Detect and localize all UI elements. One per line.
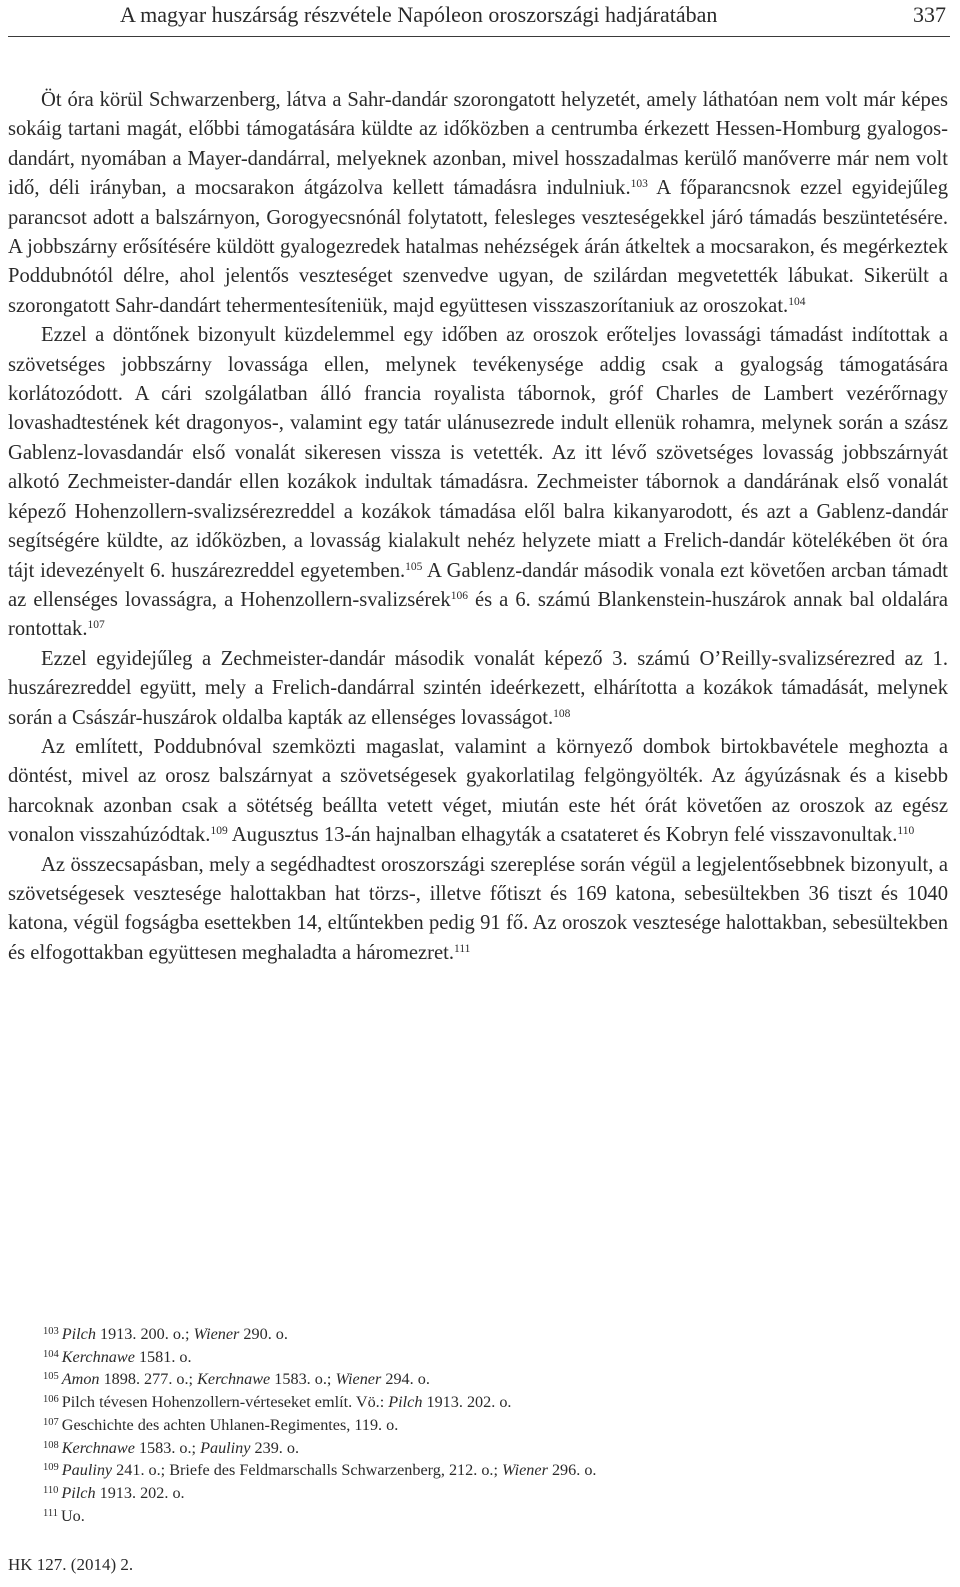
footnote-text: Uo.: [60, 1506, 85, 1525]
footnote-ref: 108: [553, 707, 571, 720]
footnote-number: 106: [43, 1394, 59, 1406]
footnote: [43, 1368, 923, 1391]
footnote-text: 1913. 202. o.: [95, 1483, 185, 1502]
footnote-number: 105: [43, 1371, 59, 1383]
footnote: [43, 1346, 923, 1369]
footnote-text: 1913. 202. o.: [422, 1393, 512, 1412]
footnote-ref: 103: [630, 178, 648, 191]
footnote: [43, 1437, 923, 1460]
footnote: [43, 1459, 923, 1482]
footnote: [43, 1482, 923, 1505]
page-number: 337: [913, 2, 946, 27]
footnote-text: Pauliny: [61, 1461, 113, 1480]
footnote-text: 1581. o.: [134, 1347, 192, 1366]
footnote-number: 103: [43, 1326, 59, 1337]
paragraph-text: Ezzel egyidejűleg a Zechmeister-dandár második vonalát képező 3. számú O’Reilly-svalizsérezred az 1. huszárezreddel együtt, mely a Frelich-dandárral szintén ideérkezett, elhárította a kozákok támadását, melynek során a Császár-huszárok oldalba kapták az ellenséges lovasságot.: [8, 647, 948, 729]
footnote: [43, 1323, 923, 1346]
footnote-text: 1898. 277. o.;: [99, 1370, 198, 1389]
paragraph-text: A Gablenz-dandár második vonala ezt követően arcban támadt az ellenséges lovasságra, a Hohenzollern-svalizsérek: [8, 559, 948, 611]
footnote-text: Geschichte des achten Uhlanen-Regimentes, 119. o.: [61, 1415, 399, 1434]
footnote-text: 239. o.: [250, 1438, 300, 1457]
footnote-text: Amon: [61, 1370, 100, 1389]
footnote-text: Pilch: [61, 1483, 96, 1502]
footnote-text: Wiener: [335, 1370, 382, 1389]
footnote-text: 1583. o.;: [134, 1438, 201, 1457]
footnote-ref: 107: [87, 619, 105, 632]
footnote-text: 296. o.: [547, 1461, 597, 1480]
paragraph-text: A főparancsnok ezzel egyidejűleg parancsot adott a balszárnyon, Gorogyecsnónál folytatott, felesleges veszteségekkel járó támadás beszüntetésére. A jobbszárny erősítésére küldött gyalogezredek hatalmas nehézségek árán átkeltek a mocsarakon, és megérkeztek Poddubnótól délre, ahol jelentős veszteséget szenvedve ugyan, de szilárdan megvetették lábukat. Sikerült a szorongatott Sahr-dandárt tehermentesíteniük, majd együttesen visszaszorítaniuk az oroszokat.: [8, 177, 948, 317]
footnote: [43, 1391, 923, 1414]
footnote: [43, 1414, 923, 1437]
footnote-number: 107: [43, 1416, 59, 1428]
footnote-text: 241. o.; Briefe des Feldmarschalls Schwarzenberg, 212. o.;: [112, 1461, 503, 1480]
footnote-number: 108: [43, 1439, 59, 1451]
footnote-text: 1913. 200. o.;: [95, 1325, 194, 1343]
paragraph-5: [8, 851, 948, 969]
footnote-text: Pilch: [388, 1393, 423, 1412]
footnote-ref: 109: [210, 825, 228, 838]
body-text: [8, 86, 948, 968]
paragraph-4: [8, 733, 948, 851]
running-title: A magyar huszárság részvétele Napóleon oroszországi hadjáratában: [120, 2, 718, 27]
footnote-text: Kerchnawe: [61, 1438, 135, 1457]
footnote-number: 109: [43, 1462, 59, 1474]
footnote: [43, 1505, 923, 1528]
paragraph-3: [8, 645, 948, 733]
paragraph-text: Az összecsapásban, mely a segédhadtest oroszországi szereplése során végül a legjelentősebbnek bizonyult, a szövetségesek vesztesége halottakban hat törzs-, illetve főtiszt és 169 katona, sebesültekben 36 tiszt és 1040 katona, végül fogságba esettekben 14, eltűntekben pedig 91 fő. Az oroszok vesztesége halottakban, sebesültekben és elfogottakban együttesen meghaladta a háromezret.: [8, 853, 948, 964]
footnote-number: 110: [43, 1484, 59, 1496]
footnotes: [43, 1323, 923, 1527]
footnote-text: Pilch: [61, 1325, 96, 1343]
footnote-ref: 105: [405, 560, 423, 573]
footnote-text: Pilch tévesen Hohenzollern-vérteseket említ. Vö.:: [61, 1393, 389, 1412]
paragraph-text: Öt óra körül Schwarzenberg, látva a Sahr-dandár szorongatott helyzetét, amely láthatóan nem volt már képes sokáig tartani magát, előbbi támogatására küldte az időközben a centrumba érkezett Hessen-Homburg gyalogos-dandárt, nyomában a Mayer-dandárral, melyeknek azonban, mivel hosszadalmas kerülő manőverre már nem volt idő, déli irányban, a mocsarakon átgázolva kellett támadásra indulniuk.: [8, 89, 948, 200]
footnote-number: 104: [43, 1348, 59, 1360]
footnote-number: 111: [43, 1507, 58, 1519]
paragraph-text: Ezzel a döntőnek bizonyult küzdelemmel egy időben az oroszok erőteljes lovassági támadást indítottak a szövetséges jobbszárny lovassága ellen, melynek tevékenysége addig csak a gyalogság támogatására korlátozódott. A cári szolgálatban álló francia royalista tábornok, gróf Charles de Lambert vezérőrnagy lovashadtestének két dragonyos-, valamint egy tatár ulánusezrede indult ellenük rohamra, melynek során a szász Gablenz-lovasdandár első vonalát sikeresen vissza is vetették. Az itt lévő szövetséges lovasság jobbszárnyát alkotó Zechmeister-dandár ellen kozákok indultak támadásra. Zechmeister tábornok a dandárának első vonalát képező Hohenzollern-svalizsérezreddel a kozákok támadása elől balra kikanyarodott, és azt a Gablenz-dandár segítségére küldte, az időközben, a lovasság kialakult nehéz helyzete miatt a Frelich-dandár kötelékében öt óra tájt idevezényelt 6. huszárezreddel egyetemben.: [8, 324, 948, 582]
paragraph-text: Az említett, Poddubnóval szemközti magaslat, valamint a környező dombok birtokbavétele meghozta a döntést, mivel az orosz balszárnyat a szövetségesek gyakorlatilag felgöngyölték. Az ágyúzásnak és a kisebb harcoknak azonban csak a sötétség beállta vetett véget, miután este hét órát követően az oroszok az egész vonalon visszahúzódtak.: [8, 735, 948, 847]
paragraph-text: Augusztus 13-án hajnalban elhagyták a csatateret és Kobryn felé visszavonultak.: [227, 824, 898, 847]
journal-footer: HK 127. (2014) 2.: [8, 1555, 134, 1574]
running-header: [8, 0, 950, 37]
footnote-text: Pauliny: [200, 1438, 251, 1457]
footnote-text: Kerchnawe: [197, 1370, 271, 1389]
footnote-text: Kerchnawe: [61, 1347, 135, 1366]
footnote-text: 294. o.: [381, 1370, 430, 1389]
footnote-text: Wiener: [193, 1325, 240, 1343]
paragraph-text: és a 6. számú Blankenstein-huszárok annak bal oldalára rontottak.: [8, 588, 948, 641]
footnote-ref: 111: [454, 942, 471, 955]
footnote-text: Wiener: [502, 1461, 548, 1480]
footnote-ref: 110: [897, 825, 915, 838]
footnote-ref: 106: [450, 589, 468, 602]
footnote-ref: 104: [788, 295, 806, 308]
paragraph-2: [8, 321, 948, 644]
footnote-text: 290. o.: [239, 1325, 288, 1343]
footnote-text: 1583. o.;: [270, 1370, 336, 1389]
paragraph-1: [8, 86, 948, 321]
